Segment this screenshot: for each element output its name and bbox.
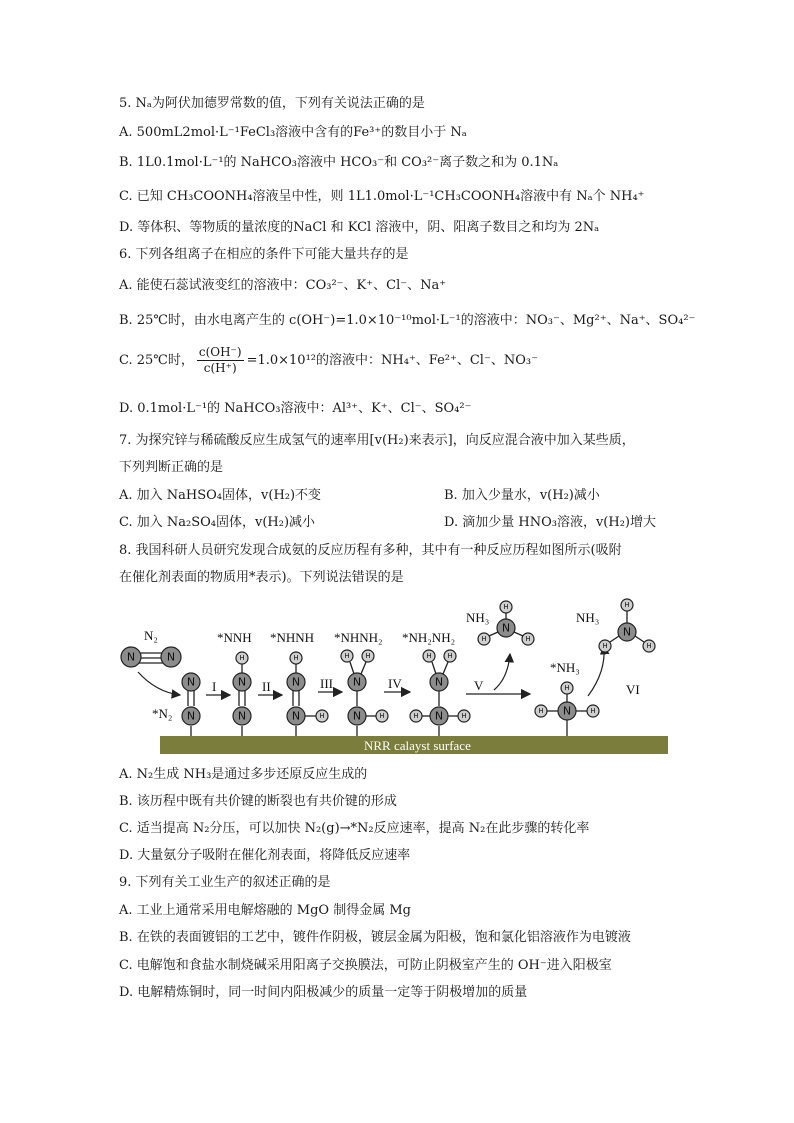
q6-c-denominator: c(H⁺) <box>203 361 237 375</box>
h-atom-label: H <box>293 654 299 662</box>
h-atom-label: H <box>602 642 608 650</box>
surface-label: NRR calayst surface <box>364 738 471 753</box>
h-atom-label: H <box>624 601 630 609</box>
q6-c-suffix: =1.0×10¹²的溶液中：NH₄⁺、Fe²⁺、Cl⁻、NO₃⁻ <box>246 353 538 368</box>
label-nh3-gas-b: NH₃ <box>576 610 600 625</box>
q5-option-b: B. 1L0.1mol·L⁻¹的 NaHCO₃溶液中 HCO₃⁻和 CO₃²⁻离子数之和为 0.1Nₐ <box>119 155 559 170</box>
h-atom-label: H <box>239 654 245 662</box>
n-atom-label: N <box>166 650 176 664</box>
q7-option-c: C. 加入 Na₂SO₄固体，v(H₂)减小 <box>119 515 316 530</box>
species-nh3-ads <box>535 682 599 736</box>
q5-option-d: D. 等体积、等物质的量浓度的NaCl 和 KCl 溶液中，阴、阳离子数目之和均为 2Nₐ <box>119 220 600 235</box>
q9-stem: 9. 下列有关工业生产的叙述正确的是 <box>119 875 331 890</box>
n-atom-label: N <box>237 709 247 723</box>
step-label-1: I <box>212 679 217 694</box>
q9-option-a: A. 工业上通常采用电解熔融的 MgO 制得金属 Mg <box>119 903 411 918</box>
n-atom-label: N <box>501 621 511 635</box>
label-nh2nh2: *NH₂NH₂ <box>402 630 456 645</box>
h-atom-label: H <box>538 707 544 715</box>
h-atom-label: H <box>447 652 453 660</box>
q9-option-b: B. 在铁的表面镀铝的工艺中，镀件作阴极，镀层金属为阳极，饱和氯化铝溶液作为电镀液 <box>119 930 631 945</box>
label-nhnh2: *NHNH₂ <box>334 630 383 645</box>
n-atom-label: N <box>434 675 444 689</box>
label-nh3-ads: *NH₃ <box>550 660 580 675</box>
h-atom-label: H <box>319 712 325 720</box>
species-nnh <box>233 652 251 736</box>
q6-option-a: A. 能使石蕊试液变红的溶液中：CO₃²⁻、K⁺、Cl⁻、Na⁺ <box>119 278 447 293</box>
n-atom-label: N <box>434 709 444 723</box>
q6-c-numerator: c(OH⁻) <box>198 345 242 359</box>
q9-option-c: C. 电解饱和食盐水制烧碱采用阳离子交换膜法，可防止阴极室产生的 OH⁻进入阳极室 <box>119 958 612 973</box>
n-atom-label: N <box>352 675 362 689</box>
n-atom-label: N <box>291 709 301 723</box>
h-atom-label: H <box>344 652 350 660</box>
q7-stem-line2: 下列判断正确的是 <box>119 460 224 475</box>
nh3-gas-molecule-b <box>599 599 655 652</box>
h-atom-label: H <box>413 712 419 720</box>
q8-option-c: C. 适当提高 N₂分压，可以加快 N₂(g)→*N₂反应速率，提高 N₂在此步骤的转化率 <box>119 821 590 836</box>
h-atom-label: H <box>525 635 531 643</box>
step-label-4: IV <box>388 676 402 691</box>
n-atom-label: N <box>186 675 196 689</box>
n-atom-label: N <box>126 650 136 664</box>
h-atom-label: H <box>564 684 570 692</box>
q6-stem: 6. 下列各组离子在相应的条件下可能大量共存的是 <box>119 247 409 262</box>
label-nnh: *NNH <box>217 630 252 645</box>
q9-option-d: D. 电解精炼铜时，同一时间内阳极减少的质量一定等于阴极增加的质量 <box>119 985 528 1000</box>
q6-c-prefix: C. 25℃时， <box>119 353 194 368</box>
desorption-arrow-1 <box>494 654 510 690</box>
q6-option-b: B. 25℃时，由水电离产生的 c(OH⁻)=1.0×10⁻¹⁰mol·L⁻¹的溶液中：NO₃⁻、Mg²⁺、Na⁺、SO₄²⁻ <box>119 313 696 328</box>
q8-stem-line2: 在催化剂表面的物质用*表示)。下列说法错误的是 <box>119 570 404 585</box>
q7-stem-line1: 7. 为探究锌与稀硫酸反应生成氢气的速率用[v(H₂)来表示]，向反应混合液中加入某些质， <box>119 433 635 448</box>
q5-stem: 5. Nₐ为阿伏加德罗常数的值，下列有关说法正确的是 <box>119 96 425 111</box>
q5-option-c: C. 已知 CH₃COONH₄溶液呈中性，则 1L1.0mol·L⁻¹CH₃COONH₄溶液中有 Nₐ个 NH₄⁺ <box>119 189 645 204</box>
h-atom-label: H <box>503 603 509 611</box>
q7-option-d: D. 滴加少量 HNO₃溶液，v(H₂)增大 <box>444 515 656 530</box>
label-n2-ads: *N₂ <box>152 706 173 721</box>
q8-stem-line1: 8. 我国科研人员研究发现合成氨的反应历程有多种，其中有一种反应历程如图所示(吸附 <box>119 543 622 558</box>
h-atom-label: H <box>461 712 467 720</box>
h-atom-label: H <box>646 642 652 650</box>
species-nhnh <box>287 652 328 736</box>
h-atom-label: H <box>590 707 596 715</box>
n-atom-label: N <box>291 675 301 689</box>
q7-option-a: A. 加入 NaHSO₄固体，v(H₂)不变 <box>119 488 322 503</box>
label-nh3-gas-a: NH₃ <box>466 610 490 625</box>
h-atom-label: H <box>481 635 487 643</box>
q8-option-d: D. 大量氨分子吸附在催化剂表面，将降低反应速率 <box>119 848 411 863</box>
q8-option-b: B. 该历程中既有共价键的断裂也有共价键的形成 <box>119 794 397 809</box>
step-label-2: II <box>262 679 271 694</box>
n-atom-label: N <box>186 709 196 723</box>
label-nhnh: *NHNH <box>270 630 315 645</box>
q8-option-a: A. N₂生成 NH₃是通过多步还原反应生成的 <box>119 767 368 782</box>
q7-option-b: B. 加入少量水，v(H₂)减小 <box>444 488 600 503</box>
label-n2-gas: N₂ <box>144 628 158 643</box>
n-atom-label: N <box>237 675 247 689</box>
adsorption-arrow <box>138 672 180 695</box>
h-atom-label: H <box>426 652 432 660</box>
q5-option-a: A. 500mL2mol·L⁻¹FeCl₃溶液中含有的Fe³⁺的数目小于 Nₐ <box>119 125 467 140</box>
n-atom-label: N <box>352 709 362 723</box>
step-label-5: V <box>474 678 484 693</box>
step-label-6: VI <box>626 682 640 697</box>
desorption-arrow-2 <box>588 646 604 696</box>
h-atom-label: H <box>365 652 371 660</box>
q6-option-d: D. 0.1mol·L⁻¹的 NaHCO₃溶液中：Al³⁺、K⁺、Cl⁻、SO₄²⁻ <box>119 401 472 416</box>
step-label-3: III <box>320 676 333 691</box>
q6-option-c <box>119 345 538 376</box>
q6-c-fraction <box>197 345 244 376</box>
n-atom-label: N <box>562 704 572 718</box>
nrr-mechanism-diagram <box>116 592 676 758</box>
species-nh2nh2 <box>410 650 470 736</box>
species-n2-ads <box>182 673 200 736</box>
h-atom-label: H <box>379 712 385 720</box>
species-nhnh2 <box>341 650 388 736</box>
n2-gas-molecule <box>121 647 181 667</box>
n-atom-label: N <box>622 625 632 639</box>
